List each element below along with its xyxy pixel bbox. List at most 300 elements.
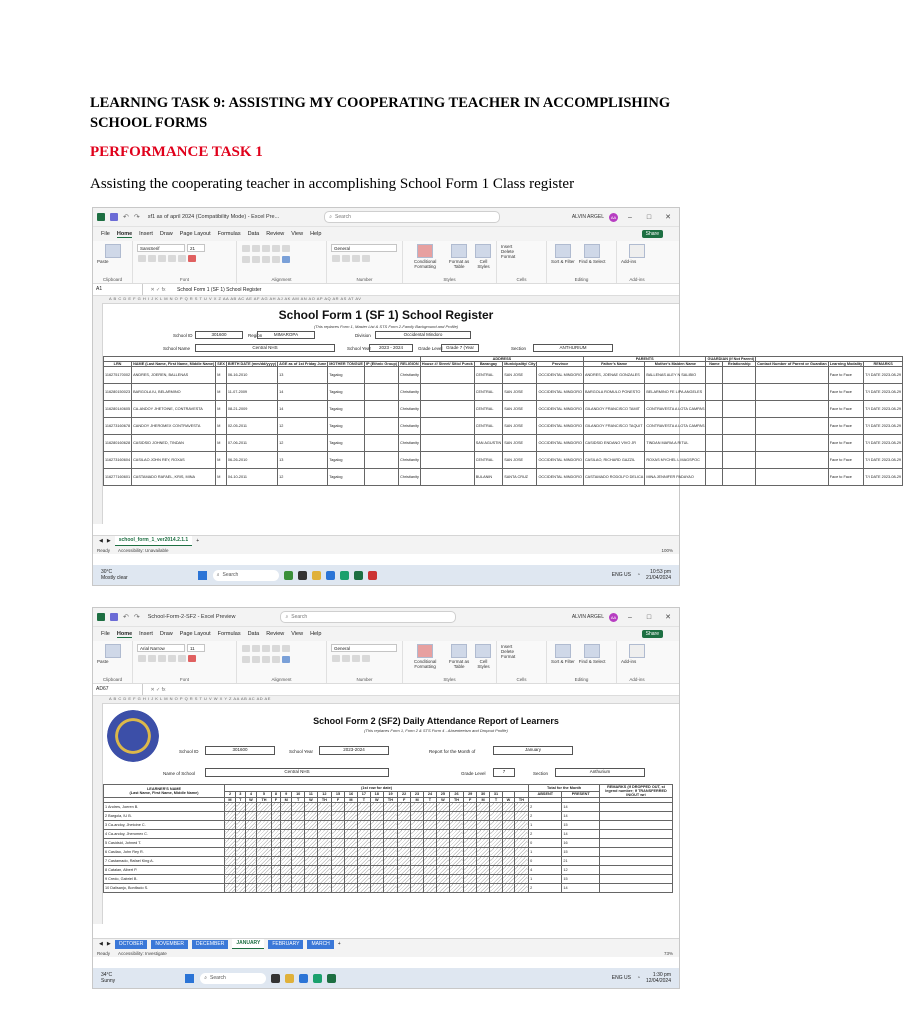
table-cell[interactable]: ANDRES, JOEREN, BALLENAS xyxy=(132,367,216,384)
table-cell[interactable]: Tagalog xyxy=(328,401,365,418)
table-cell[interactable]: CASILAO JOHN REY, ROXAS xyxy=(132,452,216,469)
menu-home[interactable]: Home xyxy=(116,230,133,237)
attendance-cell[interactable] xyxy=(257,812,271,821)
clock[interactable] xyxy=(646,569,671,581)
attendance-cell[interactable] xyxy=(514,848,528,857)
table-cell[interactable] xyxy=(723,367,756,384)
table-cell[interactable]: CENTRAL xyxy=(474,452,503,469)
attendance-cell[interactable] xyxy=(398,866,411,875)
table-cell[interactable] xyxy=(420,469,474,486)
taskbar-app-icon[interactable] xyxy=(284,571,293,580)
attendance-cell[interactable] xyxy=(317,857,331,866)
table-cell[interactable] xyxy=(756,384,829,401)
table-cell[interactable] xyxy=(364,418,398,435)
attendance-cell[interactable] xyxy=(398,848,411,857)
attendance-cell[interactable] xyxy=(271,884,281,893)
table-cell[interactable]: T/I DATE 2023-08-29 xyxy=(864,367,903,384)
attendance-cell[interactable] xyxy=(436,884,449,893)
search-box[interactable] xyxy=(324,211,500,223)
italic-icon[interactable] xyxy=(148,655,156,662)
attendance-cell[interactable] xyxy=(436,866,449,875)
attendance-cell[interactable] xyxy=(225,803,236,812)
attendance-cell[interactable] xyxy=(477,848,490,857)
value-section[interactable]: Anthurium xyxy=(555,768,645,777)
attendance-cell[interactable] xyxy=(245,866,257,875)
attendance-cell[interactable] xyxy=(398,875,411,884)
table-cell[interactable] xyxy=(364,452,398,469)
attendance-cell[interactable] xyxy=(332,848,345,857)
table-cell[interactable]: Face to Face xyxy=(828,401,864,418)
attendance-cell[interactable] xyxy=(502,812,514,821)
taskbar-app-icon[interactable] xyxy=(368,571,377,580)
add-sheet-icon[interactable]: + xyxy=(196,538,200,544)
find-select-button[interactable] xyxy=(579,244,606,264)
remarks-cell[interactable] xyxy=(600,857,673,866)
number-format-select[interactable]: General xyxy=(331,644,397,652)
table-cell[interactable] xyxy=(723,401,756,418)
language-indicator[interactable]: ENG US xyxy=(611,572,631,578)
table-cell[interactable]: T/I DATE 2023-08-29 xyxy=(864,401,903,418)
table-cell[interactable]: 12 xyxy=(278,418,328,435)
value-section[interactable]: ANTHURIUM xyxy=(533,344,613,352)
table-cell[interactable]: 06-26-2010 xyxy=(226,452,277,469)
attendance-cell[interactable] xyxy=(449,821,463,830)
table-cell[interactable]: ANDRES, JOENAE GONZALES xyxy=(583,367,644,384)
menu-data[interactable]: Data xyxy=(247,231,260,237)
menu-file[interactable]: File xyxy=(101,631,110,637)
paste-icon[interactable] xyxy=(105,644,121,658)
attendance-cell[interactable] xyxy=(257,857,271,866)
table-cell[interactable]: OCCIDENTAL MINDORO xyxy=(537,367,583,384)
table-cell[interactable]: 116275170002 xyxy=(104,367,132,384)
attendance-cell[interactable] xyxy=(398,821,411,830)
table-cell[interactable]: BULANIN xyxy=(474,469,503,486)
language-indicator[interactable]: ENG US xyxy=(611,975,631,981)
attendance-cell[interactable] xyxy=(344,821,357,830)
decimal-icon[interactable] xyxy=(362,655,370,662)
table-cell[interactable] xyxy=(420,401,474,418)
orientation-icon[interactable] xyxy=(272,245,280,252)
attendance-cell[interactable] xyxy=(292,803,305,812)
attendance-cell[interactable] xyxy=(383,803,397,812)
table-cell[interactable]: Tagalog xyxy=(328,452,365,469)
table-cell[interactable]: T/I DATE 2023-08-29 xyxy=(864,452,903,469)
table-cell[interactable] xyxy=(723,418,756,435)
remarks-cell[interactable] xyxy=(600,803,673,812)
table-cell[interactable]: SAN JOSE xyxy=(503,367,537,384)
learner-name[interactable]: 9 Credo, Gabriel B. xyxy=(104,875,225,884)
attendance-cell[interactable] xyxy=(236,884,246,893)
value-grade-level[interactable]: Grade 7 (Year xyxy=(441,344,479,352)
attendance-cell[interactable] xyxy=(490,848,503,857)
fill-color-icon[interactable] xyxy=(178,255,186,262)
table-cell[interactable] xyxy=(756,469,829,486)
table-cell[interactable]: SAN JOSE xyxy=(503,384,537,401)
attendance-cell[interactable] xyxy=(271,848,281,857)
wrap-text-icon[interactable] xyxy=(282,645,290,652)
attendance-cell[interactable] xyxy=(225,812,236,821)
table-cell[interactable]: Face to Face xyxy=(828,384,864,401)
attendance-cell[interactable] xyxy=(344,830,357,839)
attendance-cell[interactable] xyxy=(245,830,257,839)
attendance-cell[interactable] xyxy=(464,830,477,839)
bold-icon[interactable] xyxy=(138,255,146,262)
fill-color-icon[interactable] xyxy=(178,655,186,662)
table-cell[interactable] xyxy=(706,452,723,469)
attendance-cell[interactable] xyxy=(245,857,257,866)
attendance-cell[interactable] xyxy=(514,821,528,830)
table-cell[interactable]: 06-16-2010 xyxy=(226,367,277,384)
font-size-select[interactable]: 21 xyxy=(187,244,205,252)
table-cell[interactable]: Face to Face xyxy=(828,418,864,435)
remarks-cell[interactable] xyxy=(600,830,673,839)
attendance-cell[interactable] xyxy=(411,884,424,893)
attendance-cell[interactable] xyxy=(490,821,503,830)
table-cell[interactable]: 116277160601 xyxy=(104,469,132,486)
value-division[interactable]: Occidental Mindoro xyxy=(375,331,471,339)
table-cell[interactable] xyxy=(706,367,723,384)
table-cell[interactable] xyxy=(364,384,398,401)
attendance-cell[interactable] xyxy=(383,866,397,875)
attendance-cell[interactable] xyxy=(477,821,490,830)
table-cell[interactable] xyxy=(420,367,474,384)
attendance-cell[interactable] xyxy=(502,803,514,812)
remarks-cell[interactable] xyxy=(600,866,673,875)
attendance-cell[interactable] xyxy=(317,875,331,884)
table-cell[interactable] xyxy=(364,435,398,452)
align-middle-icon[interactable] xyxy=(252,645,260,652)
formula-input[interactable]: School Form 1 (SF 1) School Register xyxy=(177,286,262,293)
attendance-cell[interactable] xyxy=(449,857,463,866)
table-cell[interactable]: 13 xyxy=(278,367,328,384)
merge-icon[interactable] xyxy=(282,656,290,663)
attendance-cell[interactable] xyxy=(477,839,490,848)
remarks-cell[interactable] xyxy=(600,839,673,848)
paste-icon[interactable] xyxy=(105,244,121,258)
attendance-cell[interactable] xyxy=(305,821,318,830)
table-cell[interactable]: CONTRAVESTA A LOTA CAMPAS xyxy=(645,418,706,435)
conditional-formatting-button[interactable] xyxy=(407,244,443,269)
table-cell[interactable]: CASTAMADO RODOLFO DELICA xyxy=(583,469,644,486)
table-cell[interactable]: CENTRAL xyxy=(474,418,503,435)
attendance-cell[interactable] xyxy=(383,821,397,830)
attendance-cell[interactable] xyxy=(305,884,318,893)
align-right-icon[interactable] xyxy=(262,656,270,663)
table-cell[interactable] xyxy=(364,367,398,384)
tab-school-form-1[interactable]: school_form_1_ver2014.2.1.1 xyxy=(115,536,193,546)
attendance-cell[interactable] xyxy=(490,839,503,848)
value-school-id[interactable]: 301600 xyxy=(205,746,275,755)
attendance-cell[interactable] xyxy=(464,875,477,884)
attendance-cell[interactable] xyxy=(398,857,411,866)
attendance-cell[interactable] xyxy=(398,803,411,812)
name-box[interactable]: AD67 xyxy=(93,684,143,695)
table-cell[interactable]: 08-21-2009 xyxy=(226,401,277,418)
share-button[interactable]: Share xyxy=(642,630,663,638)
undo-icon[interactable]: ↶ xyxy=(123,214,129,221)
attendance-cell[interactable] xyxy=(514,866,528,875)
table-cell[interactable] xyxy=(420,384,474,401)
align-left-icon[interactable] xyxy=(242,656,250,663)
value-school-name[interactable]: Central NHS xyxy=(195,344,335,352)
attendance-cell[interactable] xyxy=(317,830,331,839)
table-cell[interactable]: M xyxy=(216,435,227,452)
zoom-level[interactable]: 100% xyxy=(661,547,673,553)
close-icon[interactable]: ✕ xyxy=(665,614,671,621)
attendance-cell[interactable] xyxy=(292,848,305,857)
attendance-cell[interactable] xyxy=(514,812,528,821)
table-cell[interactable]: 116280150023 xyxy=(104,384,132,401)
attendance-cell[interactable] xyxy=(332,866,345,875)
tab-december[interactable]: DECEMBER xyxy=(192,940,228,949)
table-cell[interactable]: Tagalog xyxy=(328,469,365,486)
taskbar-search[interactable] xyxy=(213,570,279,581)
tab-scroll-right-icon[interactable]: ▶ xyxy=(106,941,111,947)
attendance-cell[interactable] xyxy=(514,857,528,866)
menu-review[interactable]: Review xyxy=(266,231,285,237)
attendance-cell[interactable] xyxy=(357,830,370,839)
user-name[interactable]: ALVIN ARGEL xyxy=(571,214,604,220)
attendance-cell[interactable] xyxy=(436,812,449,821)
attendance-cell[interactable] xyxy=(257,821,271,830)
table-cell[interactable]: M xyxy=(216,418,227,435)
attendance-cell[interactable] xyxy=(449,866,463,875)
attendance-cell[interactable] xyxy=(357,821,370,830)
table-cell[interactable]: 12 xyxy=(278,435,328,452)
learner-name[interactable]: 3 Ca-andoy, Jhetoine C. xyxy=(104,821,225,830)
table-cell[interactable]: CANDOY JHEROMEX CONTRAVESTA xyxy=(132,418,216,435)
attendance-cell[interactable] xyxy=(332,839,345,848)
attendance-cell[interactable] xyxy=(305,866,318,875)
attendance-cell[interactable] xyxy=(477,803,490,812)
save-icon[interactable] xyxy=(110,213,118,221)
decimal-icon[interactable] xyxy=(362,255,370,262)
attendance-cell[interactable] xyxy=(236,839,246,848)
table-cell[interactable] xyxy=(420,435,474,452)
attendance-cell[interactable] xyxy=(370,848,383,857)
learner-name[interactable]: 5 Casidsid, Johned T. xyxy=(104,839,225,848)
attendance-cell[interactable] xyxy=(436,839,449,848)
table-cell[interactable]: Christianity xyxy=(399,469,421,486)
attendance-cell[interactable] xyxy=(257,866,271,875)
attendance-cell[interactable] xyxy=(357,857,370,866)
insert-cells-button[interactable]: Insert xyxy=(501,644,513,649)
table-cell[interactable]: M xyxy=(216,452,227,469)
remarks-cell[interactable] xyxy=(600,812,673,821)
attendance-cell[interactable] xyxy=(423,848,436,857)
attendance-cell[interactable] xyxy=(490,830,503,839)
table-cell[interactable]: SAN JOSE xyxy=(503,401,537,418)
cell-styles-button[interactable] xyxy=(475,644,492,669)
menu-insert[interactable]: Insert xyxy=(139,231,153,237)
attendance-cell[interactable] xyxy=(225,875,236,884)
accessibility-status[interactable]: Accessibility: Unavailable xyxy=(118,547,169,553)
attendance-cell[interactable] xyxy=(464,848,477,857)
attendance-cell[interactable] xyxy=(225,884,236,893)
table-cell[interactable] xyxy=(364,401,398,418)
attendance-cell[interactable] xyxy=(477,884,490,893)
weather-widget[interactable] xyxy=(101,972,115,984)
attendance-cell[interactable] xyxy=(305,839,318,848)
font-color-icon[interactable] xyxy=(188,655,196,662)
value-school-year[interactable]: 2023-2024 xyxy=(319,746,389,755)
table-cell[interactable]: Christianity xyxy=(399,418,421,435)
table-cell[interactable] xyxy=(723,452,756,469)
attendance-cell[interactable] xyxy=(411,839,424,848)
table-cell[interactable]: BALLENAS ALEY N SALIBIO xyxy=(645,367,706,384)
table-cell[interactable]: BELARMINO FE LIPA ANGELES xyxy=(645,384,706,401)
remarks-cell[interactable] xyxy=(600,848,673,857)
table-cell[interactable]: CONTRAVESTA A LOTA CAMPAS xyxy=(645,401,706,418)
attendance-cell[interactable] xyxy=(225,866,236,875)
table-cell[interactable] xyxy=(706,401,723,418)
attendance-cell[interactable] xyxy=(490,884,503,893)
remarks-cell[interactable] xyxy=(600,821,673,830)
attendance-cell[interactable] xyxy=(514,884,528,893)
align-bottom-icon[interactable] xyxy=(262,245,270,252)
attendance-cell[interactable] xyxy=(411,803,424,812)
attendance-cell[interactable] xyxy=(464,803,477,812)
attendance-cell[interactable] xyxy=(305,848,318,857)
table-cell[interactable]: Christianity xyxy=(399,435,421,452)
attendance-cell[interactable] xyxy=(398,812,411,821)
table-cell[interactable]: BARGOLA IU, BELARMINO xyxy=(132,384,216,401)
attendance-cell[interactable] xyxy=(383,812,397,821)
table-cell[interactable]: Face to Face xyxy=(828,469,864,486)
attendance-cell[interactable] xyxy=(502,821,514,830)
attendance-cell[interactable] xyxy=(281,812,292,821)
attendance-cell[interactable] xyxy=(357,803,370,812)
attendance-cell[interactable] xyxy=(281,884,292,893)
attendance-cell[interactable] xyxy=(490,803,503,812)
table-cell[interactable]: Christianity xyxy=(399,401,421,418)
attendance-cell[interactable] xyxy=(370,884,383,893)
attendance-cell[interactable] xyxy=(411,821,424,830)
attendance-cell[interactable] xyxy=(245,839,257,848)
attendance-cell[interactable] xyxy=(357,884,370,893)
table-cell[interactable]: OCCIDENTAL MINDORO xyxy=(537,469,583,486)
format-as-table-button[interactable] xyxy=(446,644,472,669)
italic-icon[interactable] xyxy=(148,255,156,262)
attendance-cell[interactable] xyxy=(257,830,271,839)
attendance-cell[interactable] xyxy=(477,830,490,839)
attendance-cell[interactable] xyxy=(357,812,370,821)
attendance-cell[interactable] xyxy=(257,875,271,884)
table-cell[interactable]: Christianity xyxy=(399,452,421,469)
clock[interactable] xyxy=(646,972,671,984)
value-school-id[interactable]: 301600 xyxy=(195,331,243,339)
attendance-cell[interactable] xyxy=(305,875,318,884)
table-cell[interactable]: Christianity xyxy=(399,384,421,401)
table-cell[interactable]: M xyxy=(216,401,227,418)
attendance-cell[interactable] xyxy=(423,812,436,821)
tab-february[interactable]: FEBRUARY xyxy=(268,940,303,949)
attendance-cell[interactable] xyxy=(245,803,257,812)
align-bottom-icon[interactable] xyxy=(262,645,270,652)
table-cell[interactable]: TINDAN MARIA A RITUL xyxy=(645,435,706,452)
table-cell[interactable]: CENTRAL xyxy=(474,384,503,401)
underline-icon[interactable] xyxy=(158,255,166,262)
attendance-cell[interactable] xyxy=(281,875,292,884)
attendance-cell[interactable] xyxy=(271,857,281,866)
save-icon[interactable] xyxy=(110,613,118,621)
attendance-cell[interactable] xyxy=(477,812,490,821)
table-cell[interactable] xyxy=(756,401,829,418)
attendance-cell[interactable] xyxy=(464,821,477,830)
attendance-cell[interactable] xyxy=(449,848,463,857)
attendance-cell[interactable] xyxy=(281,857,292,866)
attendance-cell[interactable] xyxy=(383,839,397,848)
table-cell[interactable]: 04-10-2011 xyxy=(226,469,277,486)
table-cell[interactable]: Tagalog xyxy=(328,384,365,401)
attendance-cell[interactable] xyxy=(236,803,246,812)
attendance-cell[interactable] xyxy=(370,821,383,830)
attendance-cell[interactable] xyxy=(490,857,503,866)
attendance-cell[interactable] xyxy=(411,812,424,821)
learner-name[interactable]: 1 Andres, Joeren B. xyxy=(104,803,225,812)
font-family-select[interactable]: SansSerif xyxy=(137,244,185,252)
table-cell[interactable]: 14 xyxy=(278,384,328,401)
indent-icon[interactable] xyxy=(272,256,280,263)
menu-help[interactable]: Help xyxy=(310,631,322,637)
attendance-cell[interactable] xyxy=(292,830,305,839)
table-cell[interactable]: CENTRAL xyxy=(474,401,503,418)
attendance-cell[interactable] xyxy=(477,857,490,866)
table-cell[interactable]: 116273160604 xyxy=(104,452,132,469)
edge-icon[interactable] xyxy=(340,571,349,580)
attendance-cell[interactable] xyxy=(423,839,436,848)
table-cell[interactable]: 116280140605 xyxy=(104,401,132,418)
currency-icon[interactable] xyxy=(332,655,340,662)
tab-scroll-left-icon[interactable]: ◀ xyxy=(99,538,103,544)
attendance-cell[interactable] xyxy=(317,803,331,812)
table-cell[interactable]: T/I DATE 2023-08-29 xyxy=(864,418,903,435)
attendance-cell[interactable] xyxy=(514,803,528,812)
table-cell[interactable] xyxy=(723,469,756,486)
menu-home[interactable]: Home xyxy=(116,630,133,637)
attendance-cell[interactable] xyxy=(357,839,370,848)
table-cell[interactable]: Tagalog xyxy=(328,367,365,384)
attendance-cell[interactable] xyxy=(292,812,305,821)
attendance-cell[interactable] xyxy=(236,821,246,830)
attendance-cell[interactable] xyxy=(436,803,449,812)
table-cell[interactable]: 02-05-2011 xyxy=(226,418,277,435)
table-cell[interactable]: 116280160628 xyxy=(104,435,132,452)
delete-cells-button[interactable]: Delete xyxy=(501,649,515,654)
table-cell[interactable] xyxy=(706,469,723,486)
user-name[interactable]: ALVIN ARGEL xyxy=(571,614,604,620)
attendance-cell[interactable] xyxy=(436,821,449,830)
table-cell[interactable]: CA-ANDOY JHETOINE, CONTRAVESTA xyxy=(132,401,216,418)
table-cell[interactable] xyxy=(756,418,829,435)
attendance-cell[interactable] xyxy=(332,857,345,866)
attendance-cell[interactable] xyxy=(236,857,246,866)
table-cell[interactable]: T/I DATE 2023-08-29 xyxy=(864,469,903,486)
attendance-cell[interactable] xyxy=(271,875,281,884)
tab-january[interactable]: JANUARY xyxy=(232,939,264,949)
wifi-icon[interactable]: ◔ xyxy=(636,975,640,981)
worksheet-sf1[interactable] xyxy=(93,296,902,524)
attendance-cell[interactable] xyxy=(398,884,411,893)
table-cell[interactable]: SANTA CRUZ xyxy=(503,469,537,486)
learner-name[interactable]: 4 Ca-andoy, Jheromex C. xyxy=(104,830,225,839)
attendance-cell[interactable] xyxy=(225,857,236,866)
delete-cells-button[interactable]: Delete xyxy=(501,249,515,254)
attendance-cell[interactable] xyxy=(271,830,281,839)
attendance-cell[interactable] xyxy=(502,884,514,893)
weather-widget[interactable] xyxy=(101,569,128,581)
avatar[interactable]: AA xyxy=(610,214,617,220)
